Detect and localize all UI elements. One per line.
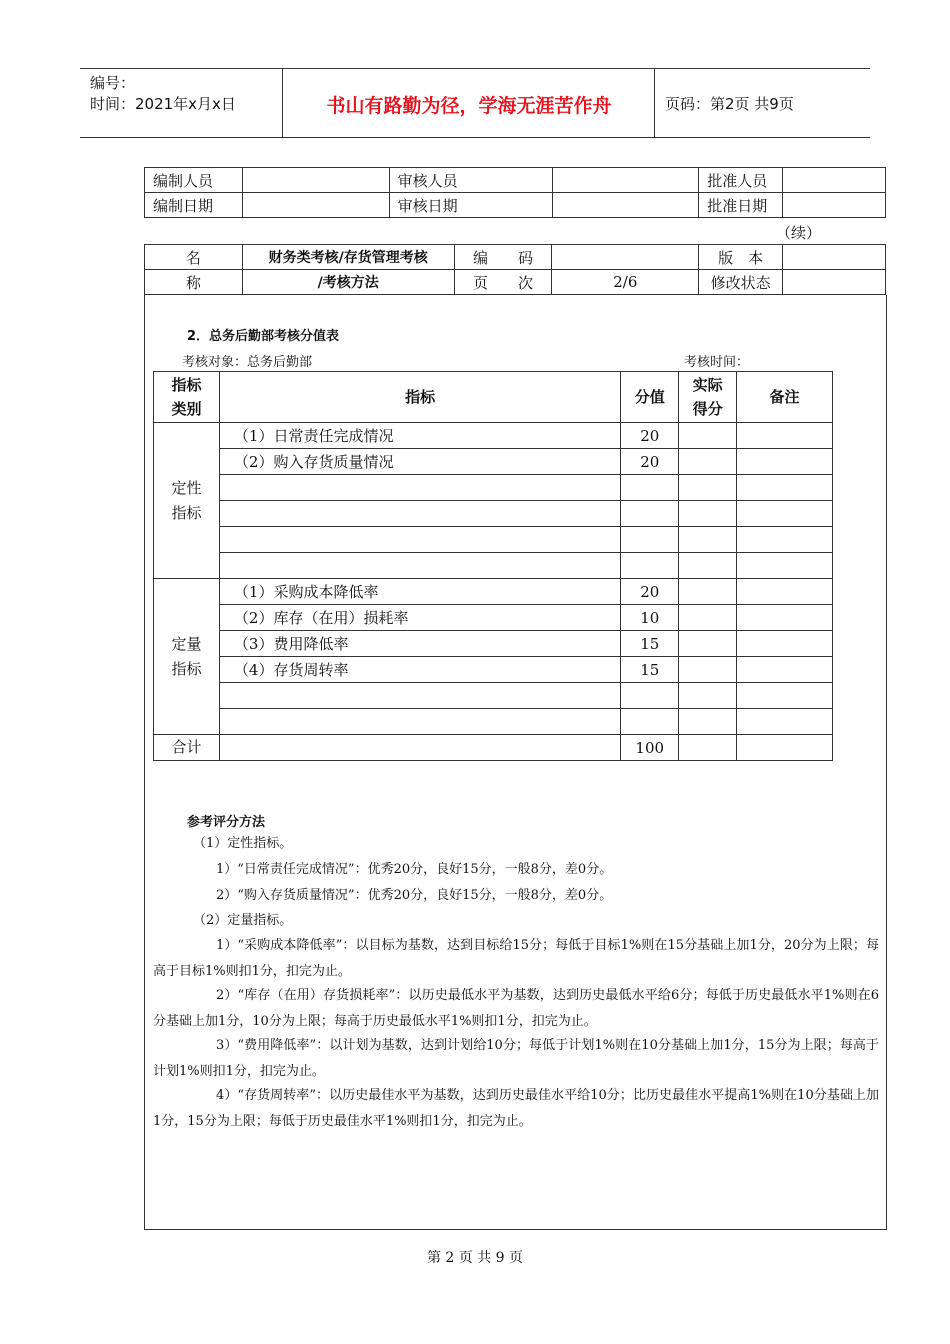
actual-score-cell (679, 475, 737, 501)
doc-title: 财务类考核/存货管理考核 (242, 245, 454, 270)
remark-cell (737, 605, 833, 631)
total-label: 合计 (154, 735, 220, 761)
indicator-score (621, 475, 679, 501)
method-line: 1）“日常责任完成情况”：优秀20分，良好15分，一般8分，差0分。 (216, 862, 613, 877)
remark-cell (737, 553, 833, 579)
indicator-name: （2）购入存货质量情况 (219, 449, 620, 475)
method-paragraph: 3）“费用降低率”：以计划为基数，达到计划给10分；每低于计划1%则在10分基础上加1分，15分为上限；每高于计划1%则扣1分，扣完为止。 (153, 1038, 879, 1079)
col-header-score: 分值 (621, 372, 679, 423)
col-header-indicator: 指标 (219, 372, 620, 423)
col-header-remark: 备注 (737, 372, 833, 423)
approval-cell (553, 193, 699, 218)
category-quantitative: 定量 指标 (154, 579, 220, 735)
indicator-name: （2）库存（在用）损耗率 (219, 605, 620, 631)
table-row (154, 709, 833, 735)
status-value (783, 270, 886, 295)
section-title: 2．总务后勤部考核分值表 (187, 329, 340, 344)
actual-score-cell (679, 605, 737, 631)
remark-cell (737, 449, 833, 475)
approval-cell (553, 168, 699, 193)
indicator-score (621, 683, 679, 709)
method-line: （2）定量指标。 (193, 913, 293, 928)
continued-mark: （续） (776, 224, 822, 242)
actual-score-cell (679, 423, 737, 449)
table-row (154, 631, 833, 657)
actual-score-cell (679, 501, 737, 527)
indicator-score: 15 (621, 631, 679, 657)
header-page-label: 页码：第2页 共9页 (665, 95, 794, 113)
remark-cell (737, 527, 833, 553)
method-paragraph: 4）“存货周转率”：以历史最佳水平为基数，达到历史最佳水平给10分；比历史最佳水平提高1%则在10分基础上加1分，15分为上限；每低于历史最佳水平1%则扣1分，扣完为止。 (153, 1088, 879, 1129)
approval-cell: 批准人员 (699, 168, 783, 193)
version-label: 版 本 (699, 245, 783, 270)
approval-cell: 审核日期 (389, 193, 553, 218)
indicator-name (219, 501, 620, 527)
code-value (552, 245, 699, 270)
remark-cell (737, 735, 833, 761)
method-paragraph: 1）“采购成本降低率”：以目标为基数，达到目标给15分；每低于目标1%则在15分基础上加1分，20分为上限；每高于目标1%则扣1分，扣完为止。 (153, 938, 879, 979)
approval-cell: 批准日期 (699, 193, 783, 218)
approval-cell (242, 168, 389, 193)
indicator-score (621, 553, 679, 579)
header-left (90, 73, 236, 115)
approval-cell: 编制人员 (145, 168, 243, 193)
table-row (154, 683, 833, 709)
indicator-name: （1）采购成本降低率 (219, 579, 620, 605)
category-qualitative: 定性 指标 (154, 423, 220, 579)
doc-title: /考核方法 (242, 270, 454, 295)
header-motto: 书山有路勤为径，学海无涯苦作舟 (326, 95, 612, 117)
actual-score-cell (679, 631, 737, 657)
method-paragraph: 2）“库存（在用）存货损耗率”：以历史最低水平为基数，达到历史最低水平给6分；每低于历史最低水平1%则在6分基础上加1分，10分为上限；每高于历史最低水平1%则扣1分，扣完为止。 (153, 988, 879, 1029)
table-row (154, 605, 833, 631)
indicator-name: （4）存货周转率 (219, 657, 620, 683)
indicator-name (219, 709, 620, 735)
approval-cell: 编制日期 (145, 193, 243, 218)
indicator-score (621, 501, 679, 527)
remark-cell (737, 423, 833, 449)
indicator-name: （3）费用降低率 (219, 631, 620, 657)
status-label: 修改状态 (699, 270, 783, 295)
indicator-score: 20 (621, 449, 679, 475)
actual-score-cell (679, 683, 737, 709)
indicator-score: 20 (621, 579, 679, 605)
indicator-name (219, 475, 620, 501)
table-row (154, 475, 833, 501)
remark-cell (737, 631, 833, 657)
indicator-score (621, 709, 679, 735)
actual-score-cell (679, 709, 737, 735)
doc-info-row (145, 245, 886, 270)
indicator-score: 20 (621, 423, 679, 449)
assessment-time: 考核时间： (684, 355, 750, 370)
score-table-header (154, 372, 833, 423)
indicator-score (621, 527, 679, 553)
table-row (154, 579, 833, 605)
actual-score-cell (679, 657, 737, 683)
name-label: 称 (145, 270, 243, 295)
col-header-category: 指标 类别 (154, 372, 220, 423)
approval-cell (242, 193, 389, 218)
remark-cell (737, 709, 833, 735)
actual-score-cell (679, 449, 737, 475)
assessment-object: 考核对象：总务后勤部 (182, 355, 313, 370)
table-row (154, 423, 833, 449)
name-label: 名 (145, 245, 243, 270)
col-header-actual: 实际 得分 (679, 372, 737, 423)
approval-row (145, 168, 886, 193)
approval-cell (783, 193, 886, 218)
indicator-score: 15 (621, 657, 679, 683)
total-score: 100 (621, 735, 679, 761)
page-header (80, 68, 870, 138)
score-table (153, 371, 833, 761)
indicator-name (219, 527, 620, 553)
actual-score-cell (679, 579, 737, 605)
method-line: 2）“购入存货质量情况”：优秀20分，良好15分，一般8分，差0分。 (216, 888, 613, 903)
remark-cell (737, 579, 833, 605)
actual-score-cell (679, 527, 737, 553)
remark-cell (737, 501, 833, 527)
approval-cell: 审核人员 (389, 168, 553, 193)
approval-table (144, 167, 886, 218)
method-title: 参考评分方法 (187, 815, 266, 830)
table-row (154, 527, 833, 553)
total-row (154, 735, 833, 761)
version-value (783, 245, 886, 270)
doc-number-label: 编号： (90, 74, 136, 92)
doc-info-table (144, 244, 886, 295)
method-line: （1）定性指标。 (193, 836, 293, 851)
actual-score-cell (679, 553, 737, 579)
table-row (154, 553, 833, 579)
actual-score-cell (679, 735, 737, 761)
page-value: 2/6 (552, 270, 699, 295)
approval-cell (783, 168, 886, 193)
indicator-score: 10 (621, 605, 679, 631)
remark-cell (737, 657, 833, 683)
indicator-name (219, 683, 620, 709)
remark-cell (737, 683, 833, 709)
indicator-name (219, 553, 620, 579)
total-indicator-cell (219, 735, 620, 761)
indicator-name: （1）日常责任完成情况 (219, 423, 620, 449)
doc-time-label: 时间：2021年x月x日 (90, 95, 236, 113)
code-label: 编 码 (454, 245, 552, 270)
page-label: 页 次 (454, 270, 552, 295)
table-row (154, 449, 833, 475)
approval-row (145, 193, 886, 218)
page-footer: 第 2 页 共 9 页 (426, 1250, 524, 1266)
doc-info-row (145, 270, 886, 295)
remark-cell (737, 475, 833, 501)
table-row (154, 501, 833, 527)
table-row (154, 657, 833, 683)
